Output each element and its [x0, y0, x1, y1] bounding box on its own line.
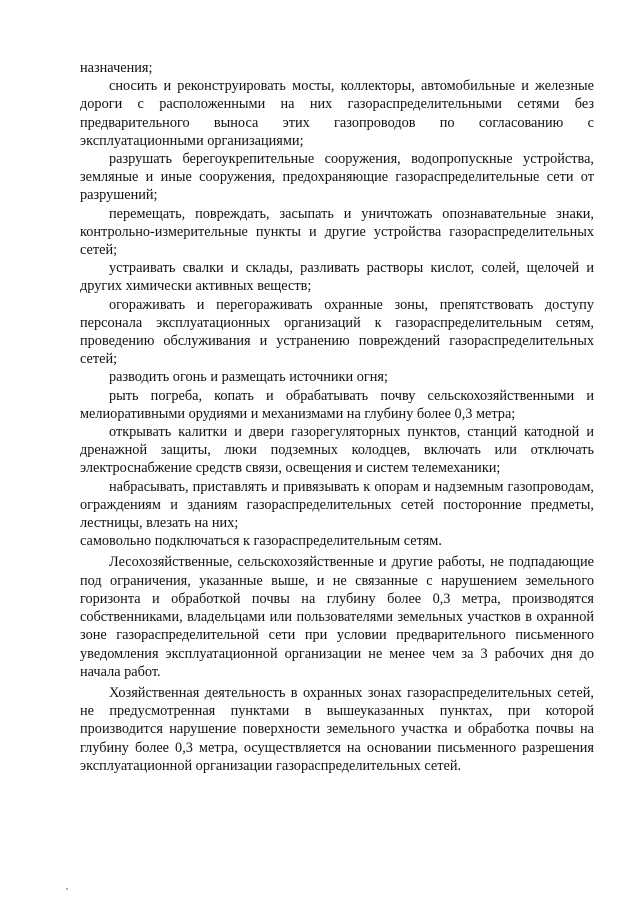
paragraph-gates: открывать калитки и двери газорегуляторных пунктов, станций катодной и дренажной защиты, люки подземных колодцев, включать или отключать электроснабжение средств связи, освещения и систем телемеханики;	[80, 424, 594, 477]
paragraph-fire: разводить огонь и размещать источники огня;	[109, 369, 388, 386]
paragraph-continuation: назначения;	[80, 60, 153, 76]
paragraph-bridges: сносить и реконструировать мосты, коллекторы, автомобильные и железные дороги с расположенными на них газораспределительными сетями без предварительного выноса этих газопроводов по согласованию с эксплуатационными организациями;	[80, 78, 594, 149]
paragraph-digging: рыть погреба, копать и обрабатывать почву сельскохозяйственными и мелиоративными орудиями и механизмами на глубину более 0,3 метра;	[80, 387, 594, 422]
scan-speck	[66, 888, 68, 890]
paragraph-connection: самовольно подключаться к газораспределительным сетям.	[80, 533, 442, 550]
document-body	[80, 59, 594, 775]
paragraph-shore-structures: разрушать берегоукрепительные сооружения, водопропускные устройства, земляные и иные сооружения, предохраняющие газораспределительные сети от разрушений;	[80, 151, 594, 204]
paragraph-forestry-works: Лесохозяйственные, сельскохозяйственные и другие работы, не подпадающие под ограничения, указанные выше, и не связанные с нарушением земельного горизонта и обработкой почвы на глубину более 0,3 метра, производятся собственниками, владельцами или пользователями земельных участков в охранной зоне газораспределительной сети при условии предварительного письменного уведомления эксплуатационной организации не менее чем за 3 рабочих дня до начала работ.	[80, 554, 594, 680]
paragraph-economic-activity: Хозяйственная деятельность в охранных зонах газораспределительных сетей, не предусмотренная пунктами в вышеуказанных пунктах, при которой производится нарушение поверхности земельного участка и обработка почвы на глубину более 0,3 метра, осуществляется на основании письменного разрешения эксплуатационной организации газораспределительных сетей.	[80, 684, 594, 774]
paragraph-signs: перемещать, повреждать, засыпать и уничтожать опознавательные знаки, контрольно-измерительные пункты и другие устройства газораспределительных сетей;	[80, 205, 594, 259]
paragraph-objects: набрасывать, приставлять и привязывать к опорам и надземным газопроводам, ограждениям и зданиям газораспределительных сетей посторонние предметы, лестницы, влезать на них;	[80, 478, 594, 532]
paragraph-dumps: устраивать свалки и склады, разливать растворы кислот, солей, щелочей и других химически активных веществ;	[80, 260, 594, 295]
paragraph-fencing: огораживать и перегораживать охранные зоны, препятствовать доступу персонала эксплуатационных организаций к газораспределительным сетям, проведению обслуживания и устранению повреждений газораспределительных сетей;	[80, 296, 594, 368]
